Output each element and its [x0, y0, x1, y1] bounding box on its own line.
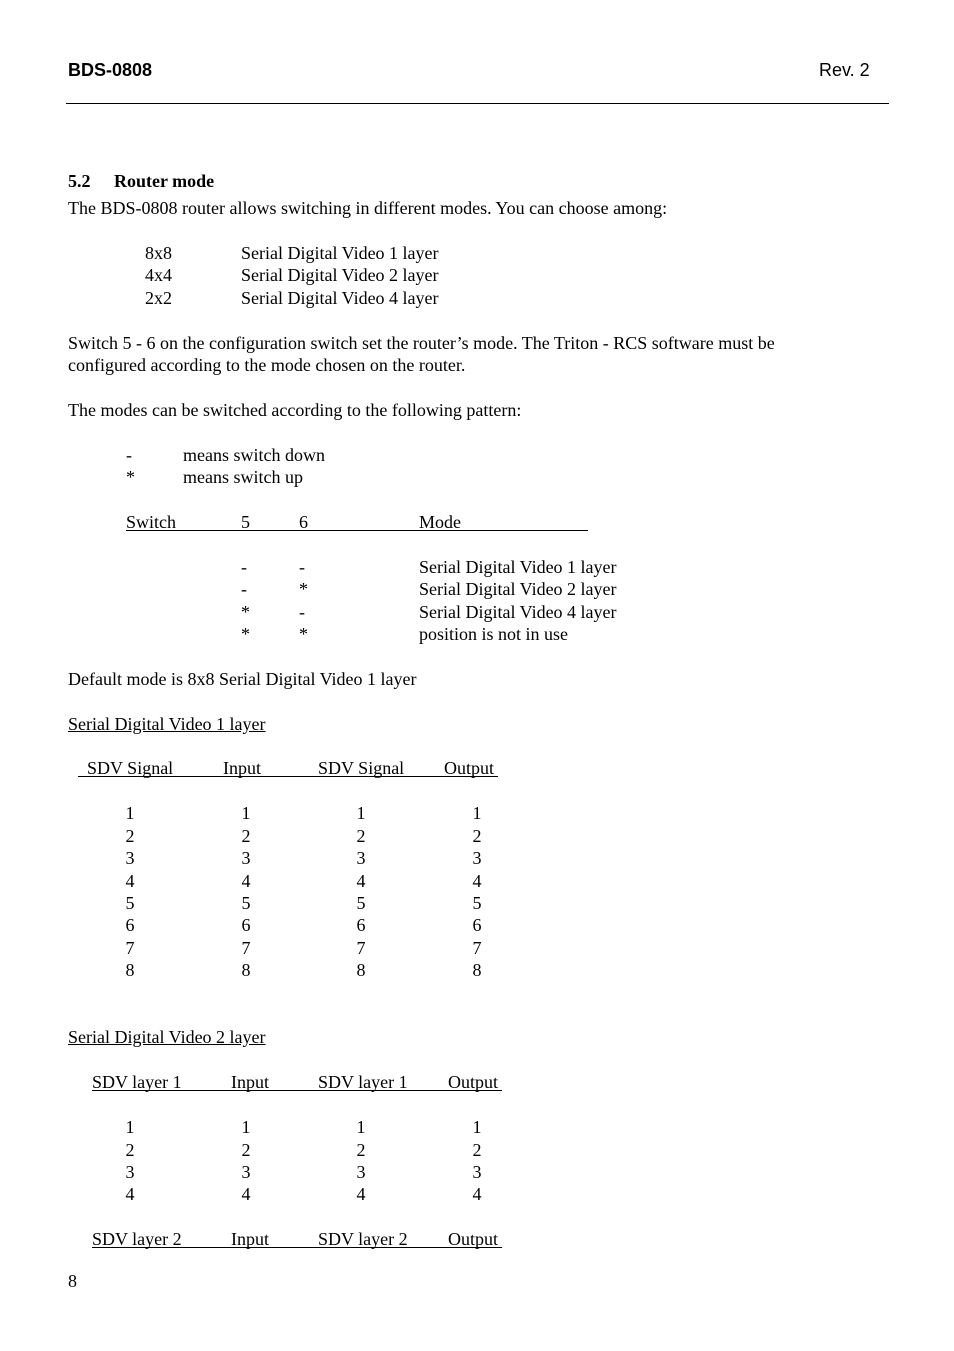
- sdv1-cell: 8: [241, 960, 251, 980]
- sdv2-l1-cell: 2: [356, 1140, 366, 1160]
- switch-5-state: -: [241, 579, 247, 599]
- switch-table-header-mode: Mode: [419, 512, 461, 532]
- mode-desc: Serial Digital Video 1 layer: [241, 243, 439, 263]
- switch-mode: Serial Digital Video 2 layer: [419, 579, 617, 599]
- page-number: 8: [68, 1271, 77, 1291]
- sdv1-cell: 3: [241, 848, 251, 868]
- pattern-intro: The modes can be switched according to the following pattern:: [68, 400, 522, 420]
- sdv2-l2-header-in: SDV layer 2: [92, 1229, 182, 1249]
- sdv1-cell: 5: [125, 893, 135, 913]
- sdv1-cell: 7: [356, 938, 366, 958]
- sdv2-l1-cell: 1: [241, 1117, 251, 1137]
- section-number: 5.2: [68, 171, 91, 191]
- sdv1-title: Serial Digital Video 1 layer: [68, 714, 266, 734]
- sdv1-cell: 7: [241, 938, 251, 958]
- sdv1-cell: 6: [356, 915, 366, 935]
- sdv2-l1-cell: 1: [125, 1117, 135, 1137]
- legend-symbol: *: [126, 467, 135, 487]
- sdv1-cell: 1: [125, 803, 135, 823]
- mode-desc: Serial Digital Video 2 layer: [241, 265, 439, 285]
- sdv1-cell: 7: [472, 938, 482, 958]
- sdv2-title: Serial Digital Video 2 layer: [68, 1027, 266, 1047]
- sdv2-l2-header-input: Input: [231, 1229, 269, 1249]
- sdv2-l1-cell: 2: [241, 1140, 251, 1160]
- sdv1-cell: 2: [472, 826, 482, 846]
- sdv2-l1-cell: 4: [241, 1184, 251, 1204]
- sdv1-cell: 1: [472, 803, 482, 823]
- switch-paragraph-line-1: Switch 5 - 6 on the configuration switch set the router’s mode. The Triton - RCS software must be: [68, 333, 775, 353]
- default-mode-note: Default mode is 8x8 Serial Digital Video 1 layer: [68, 669, 417, 689]
- mode-size: 8x8: [145, 243, 172, 263]
- switch-table-header-5: 5: [241, 512, 250, 532]
- switch-6-state: *: [299, 579, 308, 599]
- sdv1-header-output: Output: [444, 758, 495, 778]
- sdv2-l1-header-output: Output: [448, 1072, 499, 1092]
- sdv1-cell: 8: [356, 960, 366, 980]
- sdv1-header-underline: [78, 776, 498, 777]
- sdv1-cell: 4: [241, 871, 251, 891]
- sdv2-l1-cell: 2: [472, 1140, 482, 1160]
- mode-size: 4x4: [145, 265, 172, 285]
- sdv1-cell: 4: [472, 871, 482, 891]
- sdv1-cell: 7: [125, 938, 135, 958]
- sdv1-cell: 4: [125, 871, 135, 891]
- sdv1-cell: 1: [356, 803, 366, 823]
- switch-paragraph-line-2: configured according to the mode chosen on the router.: [68, 355, 466, 375]
- sdv1-cell: 5: [356, 893, 366, 913]
- sdv1-cell: 3: [356, 848, 366, 868]
- sdv2-l1-cell: 1: [356, 1117, 366, 1137]
- sdv1-cell: 2: [241, 826, 251, 846]
- intro-paragraph: The BDS-0808 router allows switching in different modes. You can choose among:: [68, 198, 668, 218]
- switch-table-header-underline: [126, 530, 588, 531]
- sdv2-l1-cell: 4: [356, 1184, 366, 1204]
- sdv2-l2-header-output: Output: [448, 1229, 499, 1249]
- legend-symbol: -: [126, 445, 132, 465]
- switch-5-state: *: [241, 602, 250, 622]
- sdv2-l1-cell: 3: [125, 1162, 135, 1182]
- sdv1-cell: 2: [356, 826, 366, 846]
- switch-6-state: -: [299, 602, 305, 622]
- sdv2-l2-header-underline: [92, 1247, 502, 1248]
- header-rule: [66, 103, 889, 104]
- sdv1-header-signal-in: SDV Signal: [87, 758, 174, 778]
- switch-mode: Serial Digital Video 1 layer: [419, 557, 617, 577]
- sdv1-cell: 5: [241, 893, 251, 913]
- legend-meaning: means switch up: [183, 467, 303, 487]
- legend-meaning: means switch down: [183, 445, 325, 465]
- revision: Rev. 2: [819, 60, 870, 80]
- sdv1-cell: 6: [472, 915, 482, 935]
- sdv1-cell: 3: [125, 848, 135, 868]
- sdv2-l1-header-input: Input: [231, 1072, 269, 1092]
- sdv2-l1-cell: 1: [472, 1117, 482, 1137]
- switch-5-state: -: [241, 557, 247, 577]
- mode-size: 2x2: [145, 288, 172, 308]
- sdv1-cell: 8: [125, 960, 135, 980]
- sdv2-l1-header-in: SDV layer 1: [92, 1072, 182, 1092]
- sdv1-cell: 6: [125, 915, 135, 935]
- sdv1-cell: 8: [472, 960, 482, 980]
- switch-6-state: -: [299, 557, 305, 577]
- sdv2-l1-cell: 3: [356, 1162, 366, 1182]
- sdv2-l1-cell: 3: [472, 1162, 482, 1182]
- sdv2-l1-cell: 4: [472, 1184, 482, 1204]
- switch-5-state: *: [241, 624, 250, 644]
- switch-mode: position is not in use: [419, 624, 569, 644]
- section-title: Router mode: [114, 171, 215, 191]
- doc-id: BDS-0808: [68, 60, 153, 80]
- switch-6-state: *: [299, 624, 308, 644]
- mode-desc: Serial Digital Video 4 layer: [241, 288, 439, 308]
- sdv1-header-input: Input: [223, 758, 261, 778]
- sdv2-l1-cell: 3: [241, 1162, 251, 1182]
- switch-table-header-6: 6: [299, 512, 308, 532]
- sdv2-l1-cell: 2: [125, 1140, 135, 1160]
- sdv1-cell: 5: [472, 893, 482, 913]
- switch-table-header-switch: Switch: [126, 512, 177, 532]
- switch-mode: Serial Digital Video 4 layer: [419, 602, 617, 622]
- sdv2-l1-cell: 4: [125, 1184, 135, 1204]
- sdv2-l2-header-out: SDV layer 2: [318, 1229, 408, 1249]
- sdv1-cell: 2: [125, 826, 135, 846]
- sdv1-cell: 6: [241, 915, 251, 935]
- sdv1-header-signal-out: SDV Signal: [318, 758, 405, 778]
- sdv2-l1-header-underline: [92, 1090, 502, 1091]
- sdv2-l1-header-out: SDV layer 1: [318, 1072, 408, 1092]
- sdv1-cell: 1: [241, 803, 251, 823]
- sdv1-cell: 3: [472, 848, 482, 868]
- sdv1-cell: 4: [356, 871, 366, 891]
